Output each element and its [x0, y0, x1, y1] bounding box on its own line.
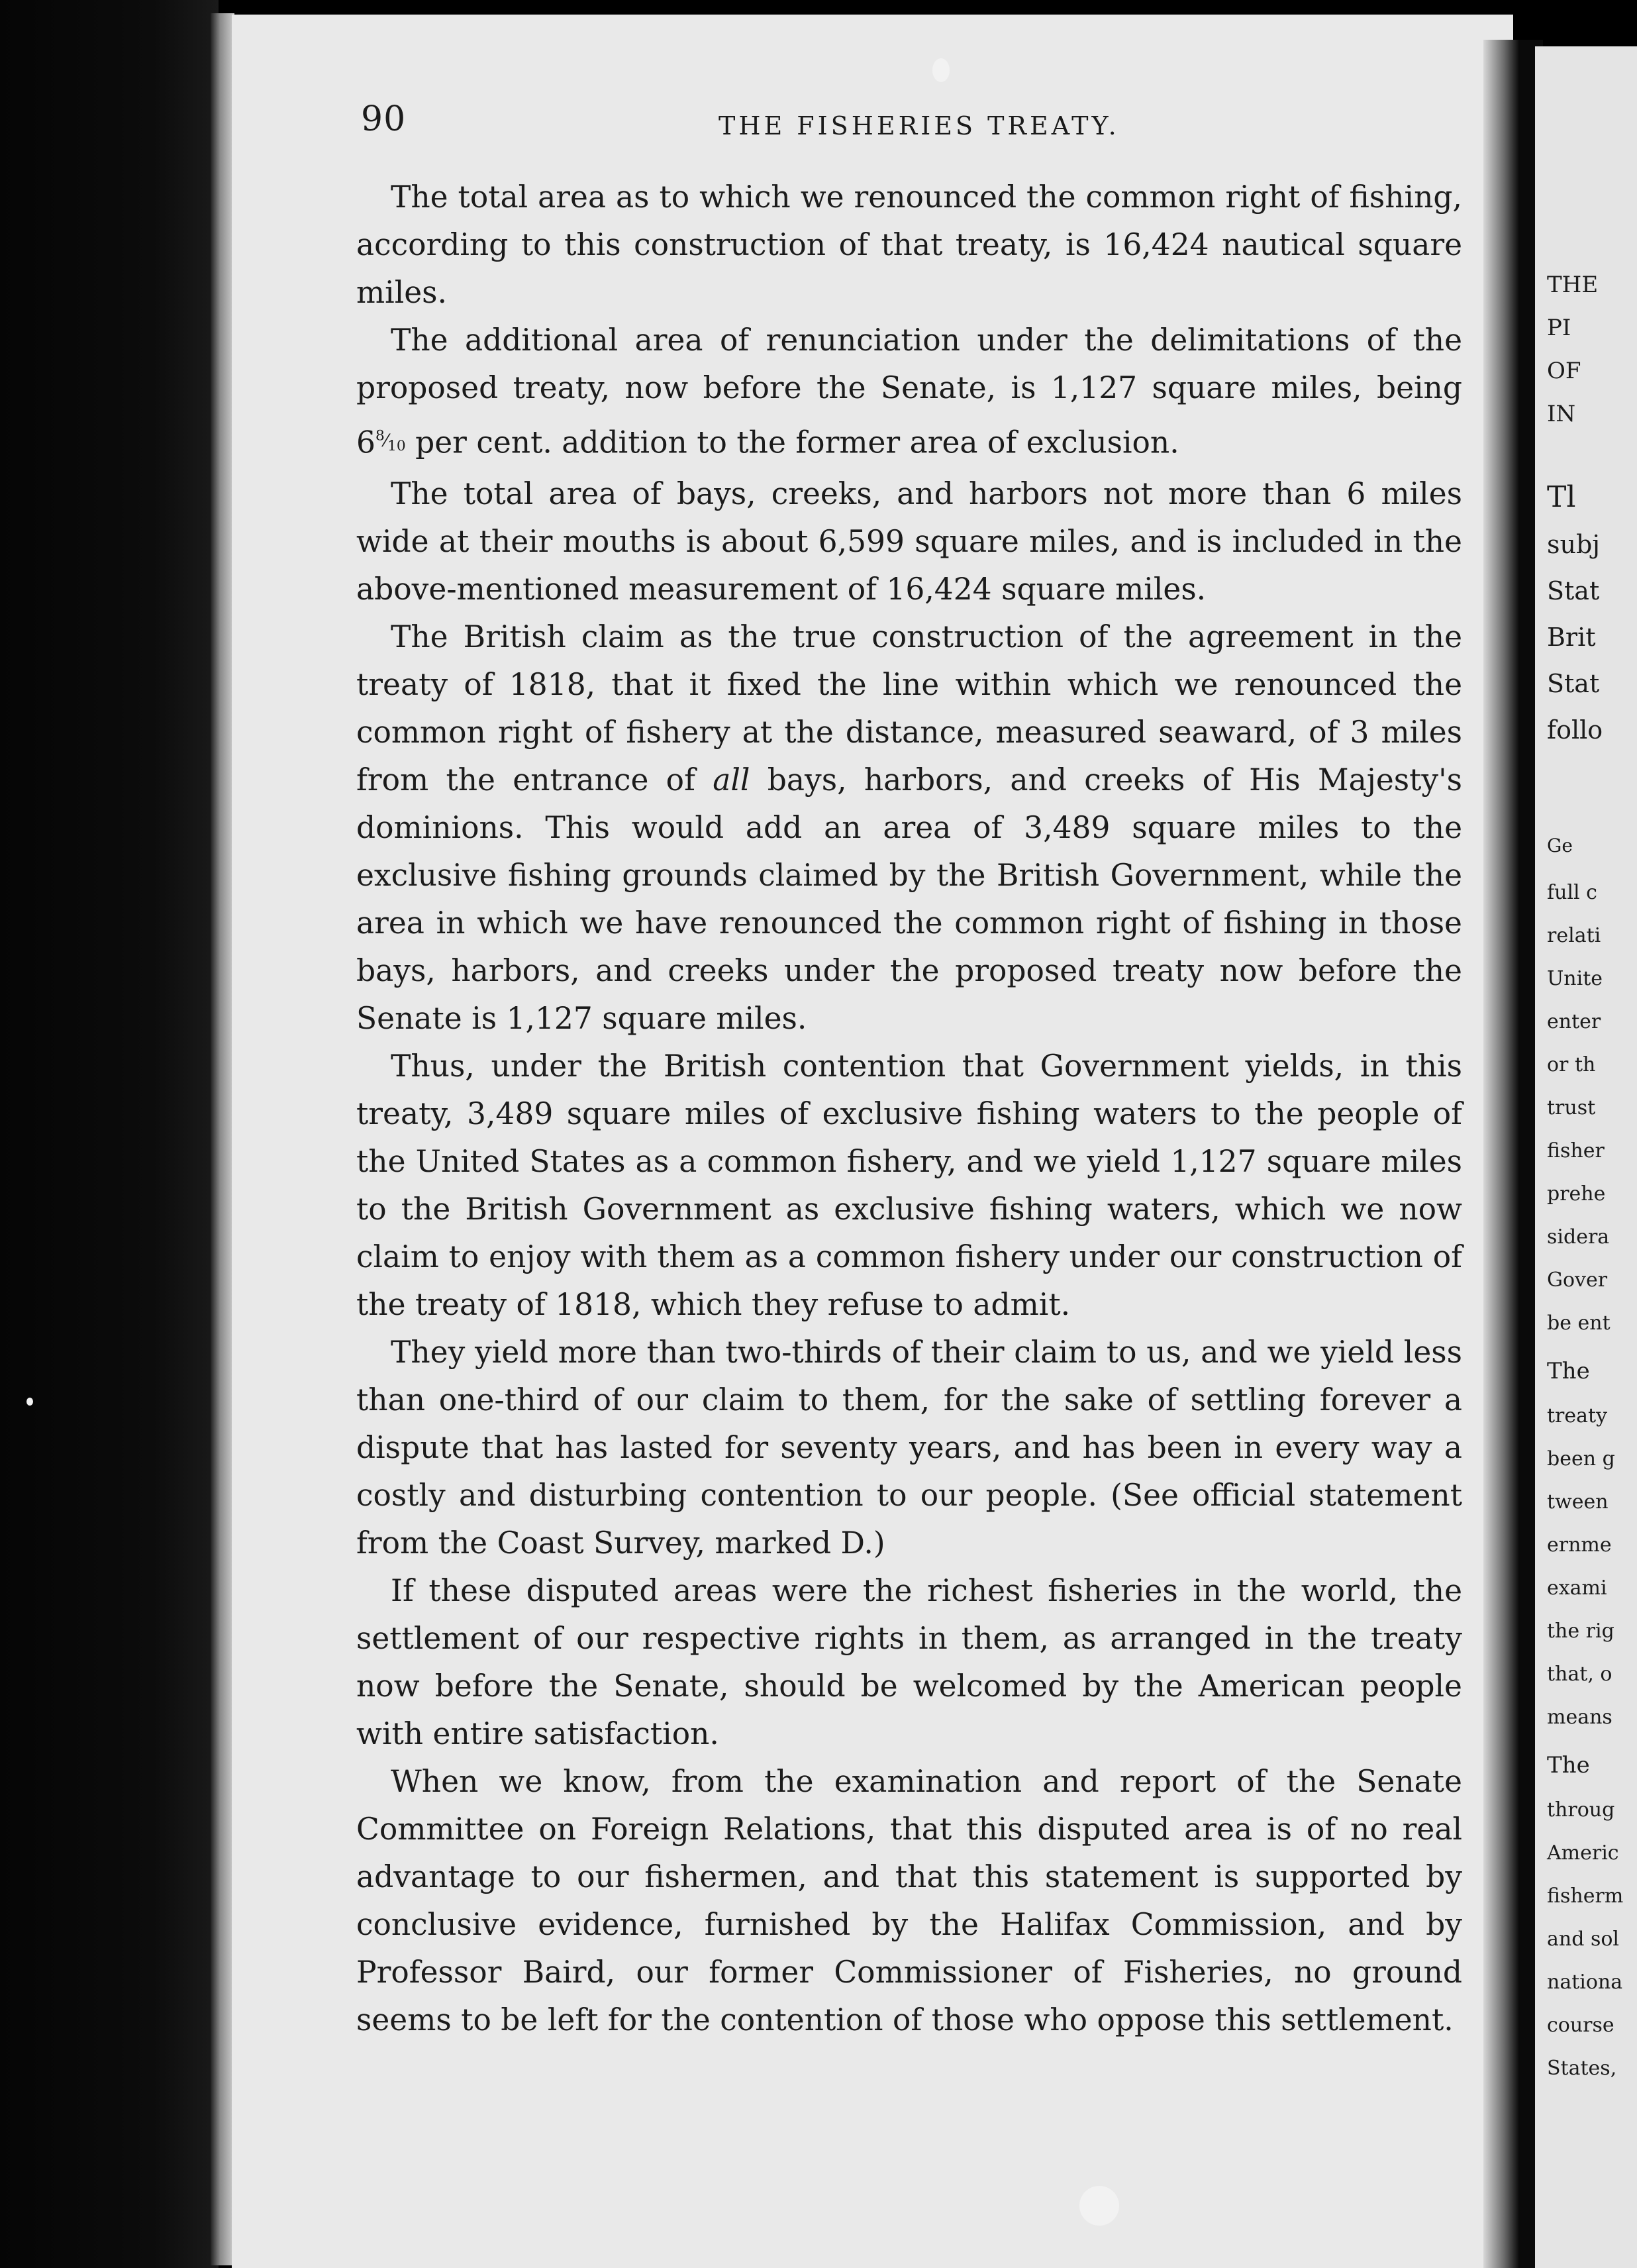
paragraph-disputed-areas: If these disputed areas were the richest fisheries in the world, the settlement of our respective rights in them, as arranged in the treaty now before the Senate, should be welcomed by the American people with entire satisfaction.: [356, 1572, 1462, 1751]
right-page-line: Stat: [1547, 669, 1600, 698]
right-page-line: or th: [1547, 1053, 1596, 1076]
paragraph-total-area: The total area as to which we renounced the common right of fishing, according to this construction of that treaty, is 16,424 nautical square miles.: [356, 180, 1462, 310]
fraction-whole: 6: [356, 425, 375, 460]
right-page-line: THE: [1547, 272, 1599, 298]
scan-speck: [1079, 2186, 1119, 2226]
paragraph-additional-area-end: per cent. addition to the former area of exclusion.: [415, 425, 1179, 460]
right-page-line: means: [1547, 1706, 1612, 1729]
right-page-line: IN: [1547, 401, 1576, 427]
paragraph-additional-area: [356, 317, 1462, 470]
right-page-line: exami: [1547, 1576, 1607, 1600]
running-head: [361, 99, 1480, 159]
right-page-line: The: [1547, 1358, 1590, 1384]
right-page-line: the rig: [1547, 1620, 1614, 1643]
right-page-line: enter: [1547, 1010, 1601, 1033]
right-page-fragment: [1535, 46, 1637, 2268]
right-page-line: prehe: [1547, 1182, 1606, 1206]
right-page-line: Unite: [1547, 967, 1603, 990]
right-page-line: throug: [1547, 1798, 1615, 1822]
right-page-line: Americ: [1547, 1841, 1619, 1865]
right-page-line: relati: [1547, 924, 1601, 947]
right-page-line: Ge: [1547, 835, 1573, 856]
right-page-line: subj: [1547, 530, 1601, 559]
paragraph-additional-area-text: The additional area of renunciation under the delimitations of the proposed treaty, now before the Senate, is 1,127 square miles, being: [356, 323, 1462, 405]
right-page-line: Stat: [1547, 576, 1600, 605]
paragraph-british-claim-text: The British claim as the true construction of the agreement in the treaty of 1818, that it fixed the line within which we renounced the common right of fishery at the distance, measured seaward, of 3 miles from the entrance of: [356, 619, 1462, 798]
scan-speck: [26, 1398, 33, 1406]
paragraph-british-claim: [356, 613, 1462, 1043]
right-page-line: that, o: [1547, 1663, 1612, 1686]
paragraph-two-thirds: They yield more than two-thirds of their claim to us, and we yield less than one-third of our claim to them, for the sake of settling forever a dispute that has lasted for seventy years, and has been in every way a costly and disturbing contention to our people. (See official statement from the Coast Survey, marked D.): [356, 1334, 1462, 1561]
right-page-line: course: [1547, 2014, 1614, 2037]
paragraph-bays-creeks: The total area of bays, creeks, and harbors not more than 6 miles wide at their mouths is about 6,599 square miles, and is included in the above-mentioned measurement of 16,424 square miles.: [356, 476, 1462, 607]
right-page-line: sidera: [1547, 1225, 1610, 1249]
paragraph-british-contention: Thus, under the British contention that Government yields, in this treaty, 3,489 square miles of exclusive fishing waters to the people of the United States as a common fishery, and we yield 1,127 square miles to the British Government as exclusive fishing waters, which we now claim to enjoy with them as a common fishery under our construction of the treaty of 1818, which they refuse to admit.: [356, 1048, 1462, 1322]
right-page-line: fisher: [1547, 1139, 1605, 1162]
fraction-denominator: 10: [387, 437, 406, 454]
right-page-line: been g: [1547, 1447, 1615, 1470]
right-page-line: full c: [1547, 881, 1597, 904]
right-page-line: Gover: [1547, 1268, 1608, 1292]
book-spine-shadow: [1483, 40, 1543, 2268]
right-page-line: Tl: [1547, 480, 1576, 514]
right-page-line: trust: [1547, 1096, 1596, 1119]
right-page-line: PI: [1547, 315, 1571, 341]
right-page-line: treaty: [1547, 1404, 1608, 1427]
left-dark-gutter: [0, 0, 219, 2268]
page-edge-shadow: [211, 13, 234, 2265]
page-body: [356, 174, 1462, 2044]
right-page-line: fisherm: [1547, 1884, 1624, 1908]
right-page-line: States,: [1547, 2057, 1617, 2080]
right-page-line: Brit: [1547, 623, 1596, 652]
right-page-line: tween: [1547, 1490, 1609, 1514]
scan-speck: [932, 58, 950, 82]
right-page-line: and sol: [1547, 1928, 1619, 1951]
right-page-line: follo: [1547, 715, 1603, 745]
page-number: 90: [361, 99, 407, 139]
emphasis-all: all: [713, 762, 750, 798]
paragraph-british-claim-end: bays, harbors, and creeks of His Majesty's dominions. This would add an area of 3,489 square miles to the exclusive fishing grounds claimed by the British Government, while the area in which we have renounced the common right of fishing in those bays, harbors, and creeks under the proposed treaty now before the Senate is 1,127 square miles.: [356, 762, 1462, 1036]
fraction-value: 8⁄10: [375, 427, 406, 454]
fraction-numerator: 8: [375, 427, 385, 444]
paragraph-conclusion: When we know, from the examination and report of the Senate Committee on Foreign Relations, that this disputed area is of no real advantage to our fishermen, and that this statement is supported by conclusive evidence, furnished by the Halifax Commission, and by Professor Baird, our former Commissioner of Fisheries, no ground seems to be left for the contention of those who oppose this settlement.: [356, 1763, 1462, 2037]
right-page-line: be ent: [1547, 1312, 1611, 1335]
right-page-line: OF: [1547, 358, 1581, 384]
running-title: THE FISHERIES TREATY.: [719, 111, 1120, 140]
right-page-line: nationa: [1547, 1971, 1623, 1994]
right-page-line: ernme: [1547, 1533, 1612, 1557]
right-page-line: The: [1547, 1752, 1590, 1778]
